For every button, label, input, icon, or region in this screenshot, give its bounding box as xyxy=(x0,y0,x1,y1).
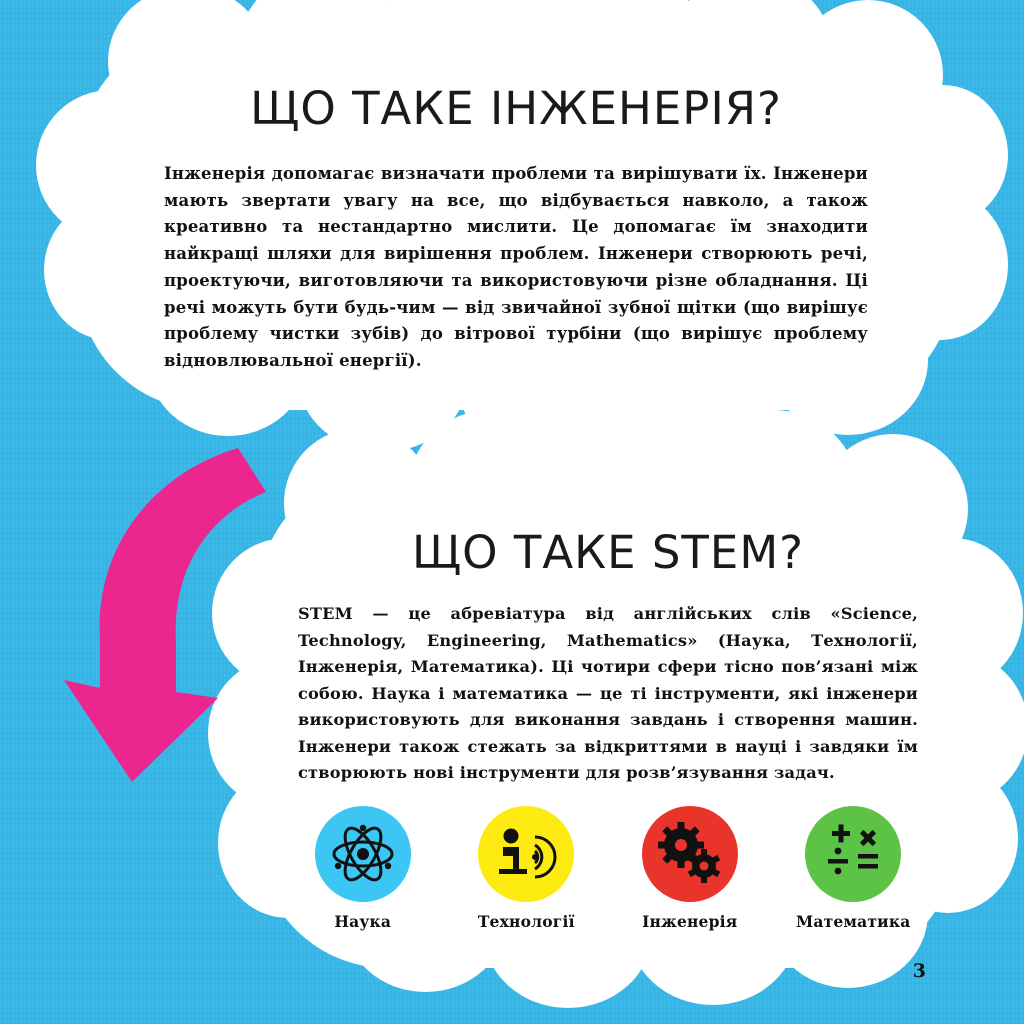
stem-icon-technology xyxy=(452,806,602,931)
stem-paragraph: STEM — це абревіатура від англійських слів «Science, Technology, Engineering, Mathematics» (Наука, Технології, Інженерія, Математика). Ці чотири сфери тісно пов’язані між собою. Наука і математика — це ті інструменти, які інженери використовують для виконання завдань і створення машин. Інженери також стежать за відкриттями в науці і завдяки їм створюють нові інструменти для розв’язування задач. xyxy=(298,604,918,783)
stem-icon-label: Математика xyxy=(795,912,911,931)
math-symbols-icon xyxy=(805,806,901,902)
curved-arrow-icon xyxy=(60,430,320,800)
stem-icon-mathematics xyxy=(779,806,929,931)
stem-icon-engineering xyxy=(615,806,765,931)
stem-icon-row xyxy=(258,806,958,931)
stem-icon-label: Технології xyxy=(477,912,575,931)
engineering-section xyxy=(78,30,954,410)
page-title-stem: ЩО ТАКЕ STEM? xyxy=(411,526,805,579)
gears-icon xyxy=(642,806,738,902)
page-title-engineering: ЩО ТАКЕ ІНЖЕНЕРІЯ? xyxy=(250,82,782,135)
stem-icon-label: Інженерія xyxy=(642,912,738,931)
engineering-paragraph: Інженерія допомагає визначати проблеми та вирішувати їх. Інженери мають звертати увагу на все, що відбувається навколо, а також креативно та нестандартно мислити. Це допомагає їм знаходити найкращі шляхи для вирішення проблем. Інженери створюють речі, проектуючи, виготовляючи та використовуючи різне обладнання. Ці речі можуть бути будь-чим — від звичайної зубної щітки (що вирішує проблему чистки зубів) до вітрової турбіни (що вирішує проблему відновлювальної енергії). xyxy=(164,164,868,371)
stem-icon-science xyxy=(288,806,438,931)
stem-icon-label: Наука xyxy=(334,912,392,931)
page-number: 3 xyxy=(912,960,926,982)
atom-icon xyxy=(315,806,411,902)
person-at-computer-icon xyxy=(478,806,574,902)
